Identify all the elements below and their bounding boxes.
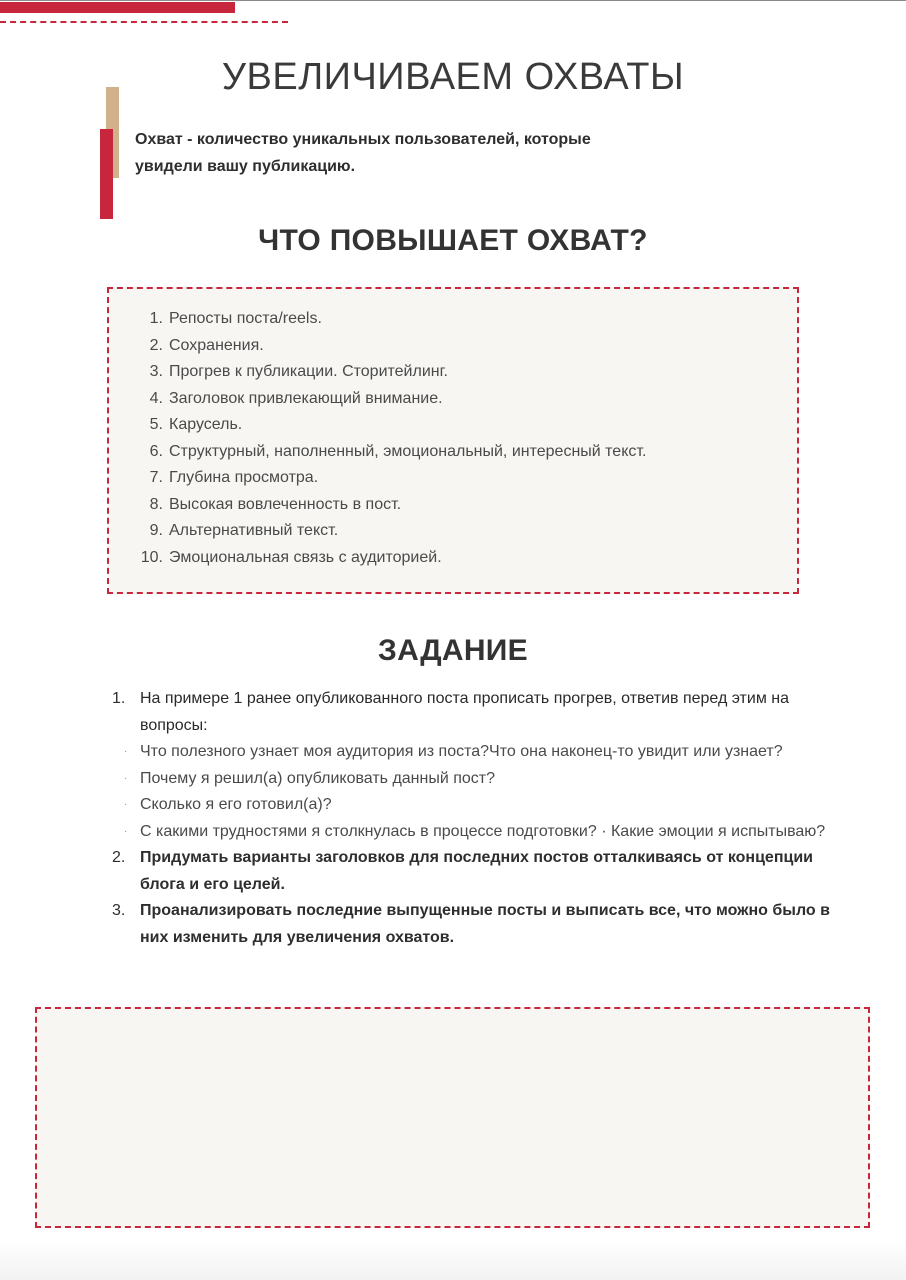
- factors-list: [129, 306, 769, 571]
- list-item-number: 3.: [149, 363, 163, 380]
- reach-definition: [135, 126, 655, 180]
- question-text: С какими трудностями я столкнулась в процессе подготовки? · Какие эмоции я испытываю?: [140, 822, 826, 840]
- bullet-icon: ·: [124, 746, 128, 757]
- task-number: 3.: [112, 902, 126, 919]
- task-number: 1.: [112, 690, 126, 707]
- list-item-text: Эмоциональная связь с аудиторией.: [169, 548, 442, 566]
- bullet-icon: ·: [124, 825, 128, 837]
- top-dashed-line: [0, 21, 288, 23]
- list-item-text: Репосты поста/reels.: [169, 310, 322, 327]
- list-item: [129, 545, 769, 572]
- list-item-number: 2.: [149, 336, 163, 354]
- bullet-icon: ·: [124, 799, 128, 810]
- list-item: [129, 386, 769, 413]
- list-item: [129, 518, 769, 545]
- list-item: [129, 333, 769, 360]
- list-item-text: Сохранения.: [169, 336, 264, 354]
- list-item-text: Глубина просмотра.: [169, 469, 319, 486]
- question-item: [112, 739, 832, 766]
- page-title: УВЕЛИЧИВАЕМ ОХВАТЫ: [221, 56, 685, 98]
- bullet-icon: ·: [124, 772, 128, 784]
- list-item-text: Структурный, наполненный, эмоциональный, интересный текст.: [169, 442, 647, 460]
- list-item-number: 5.: [149, 416, 163, 433]
- list-item-text: Карусель.: [169, 416, 243, 433]
- definition-line-1: Охват - количество уникальных пользователей, которые: [135, 131, 591, 148]
- page-bottom-edge: [0, 1240, 906, 1280]
- list-item: [129, 465, 769, 492]
- task-text: На примере 1 ранее опубликованного поста прописать прогрев, ответив перед этим на вопросы:: [140, 690, 789, 734]
- question-text: Сколько я его готовил(а)?: [140, 796, 332, 813]
- question-item: [112, 766, 832, 793]
- list-item-number: 4.: [149, 389, 163, 407]
- list-item: [129, 439, 769, 466]
- list-item-number: 9.: [149, 522, 163, 539]
- question-text: Почему я решил(а) опубликовать данный пост?: [140, 769, 496, 787]
- list-item-number: 10.: [140, 548, 163, 566]
- list-item: [129, 412, 769, 439]
- list-item-text: Высокая вовлеченность в пост.: [169, 495, 402, 513]
- list-item-text: Прогрев к публикации. Сторитейлинг.: [169, 363, 448, 380]
- accent-bar-red: [100, 129, 113, 219]
- top-rule: [0, 0, 906, 1]
- factors-heading: ЧТО ПОВЫШАЕТ ОХВАТ?: [258, 224, 648, 257]
- top-red-bar: [0, 2, 235, 13]
- list-item-text: Заголовок привлекающий внимание.: [169, 389, 443, 407]
- list-item: [129, 359, 769, 386]
- list-item-number: 7.: [149, 469, 163, 486]
- question-item: [112, 792, 832, 819]
- task-heading: ЗАДАНИЕ: [378, 634, 528, 667]
- list-item-text: Альтернативный текст.: [169, 522, 339, 539]
- task-item-3: [112, 898, 832, 951]
- task-text: Придумать варианты заголовков для последних постов отталкиваясь от концепции блога и его целей.: [140, 849, 813, 893]
- task-number: 2.: [112, 849, 126, 866]
- task-item-2: [112, 845, 832, 898]
- list-item-number: 8.: [149, 495, 163, 513]
- list-item-number: 6.: [149, 442, 163, 460]
- task-questions: [112, 739, 832, 845]
- list-item: [129, 306, 769, 333]
- task-list: [112, 686, 832, 951]
- definition-line-2: увидели вашу публикацию.: [135, 158, 356, 175]
- question-item: [112, 819, 832, 846]
- task-item-1: [112, 686, 832, 739]
- task-text: Проанализировать последние выпущенные посты и выписать все, что можно было в них изменить для увеличения охватов.: [140, 902, 830, 946]
- list-item: [129, 492, 769, 519]
- answer-box[interactable]: [35, 1007, 870, 1228]
- list-item-number: 1.: [149, 310, 163, 327]
- question-text: Что полезного узнает моя аудитория из поста?Что она наконец-то увидит или узнает?: [140, 743, 783, 760]
